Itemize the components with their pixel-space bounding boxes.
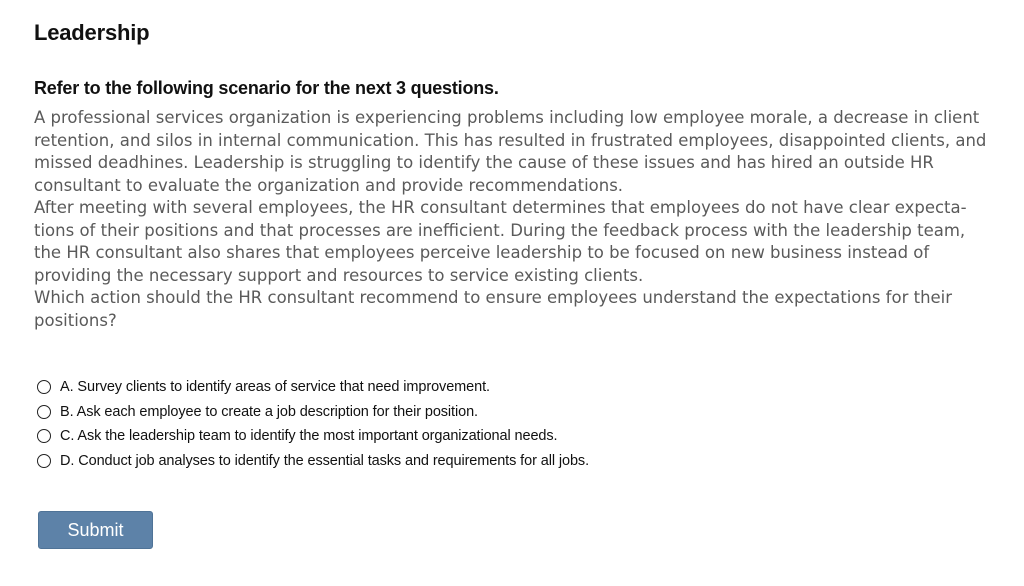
scenario-body <box>34 107 990 332</box>
radio-button-d[interactable] <box>37 454 51 468</box>
scenario-paragraph: After meeting with several employees, the HR consultant determines that employees do not have clear expectations of their positions and that processes are inefficient. During the feedback process with the leadership team, the HR consultant also shares that employees perceive leadership to be focused on new business instead of providing the necessary support and resources to service existing clients. <box>34 198 967 285</box>
answer-option-d[interactable] <box>37 449 589 474</box>
scenario-heading: Refer to the following scenario for the next 3 questions. <box>34 78 499 98</box>
answer-option-label: A. Survey clients to identify areas of service that need improvement. <box>60 379 490 396</box>
submit-button[interactable]: Submit <box>38 511 153 549</box>
answer-option-a[interactable] <box>37 375 589 400</box>
radio-button-a[interactable] <box>37 380 51 394</box>
answer-option-b[interactable] <box>37 400 589 425</box>
question-text: Which action should the HR consultant recommend to ensure employees understand the expectations for their positions? <box>34 288 953 330</box>
radio-button-c[interactable] <box>37 429 51 443</box>
page-title: Leadership <box>34 20 150 45</box>
answer-option-c[interactable] <box>37 424 589 449</box>
answer-option-label: C. Ask the leadership team to identify the most important organizational needs. <box>60 428 558 445</box>
radio-button-b[interactable] <box>37 405 51 419</box>
answer-option-label: B. Ask each employee to create a job description for their position. <box>60 403 478 420</box>
answer-option-label: D. Conduct job analyses to identify the essential tasks and requirements for all jobs. <box>60 452 589 469</box>
answer-options <box>37 375 589 473</box>
scenario-paragraph: A professional services organization is experiencing problems including low employee morale, a decrease in client retention, and silos in internal communication. This has resulted in frustrated employees, disappointed clients, and missed deadhines. Leadership is struggling to identify the cause of these issues and has hired an outside HR consultant to evaluate the organization and provide recommendations. <box>34 108 987 195</box>
